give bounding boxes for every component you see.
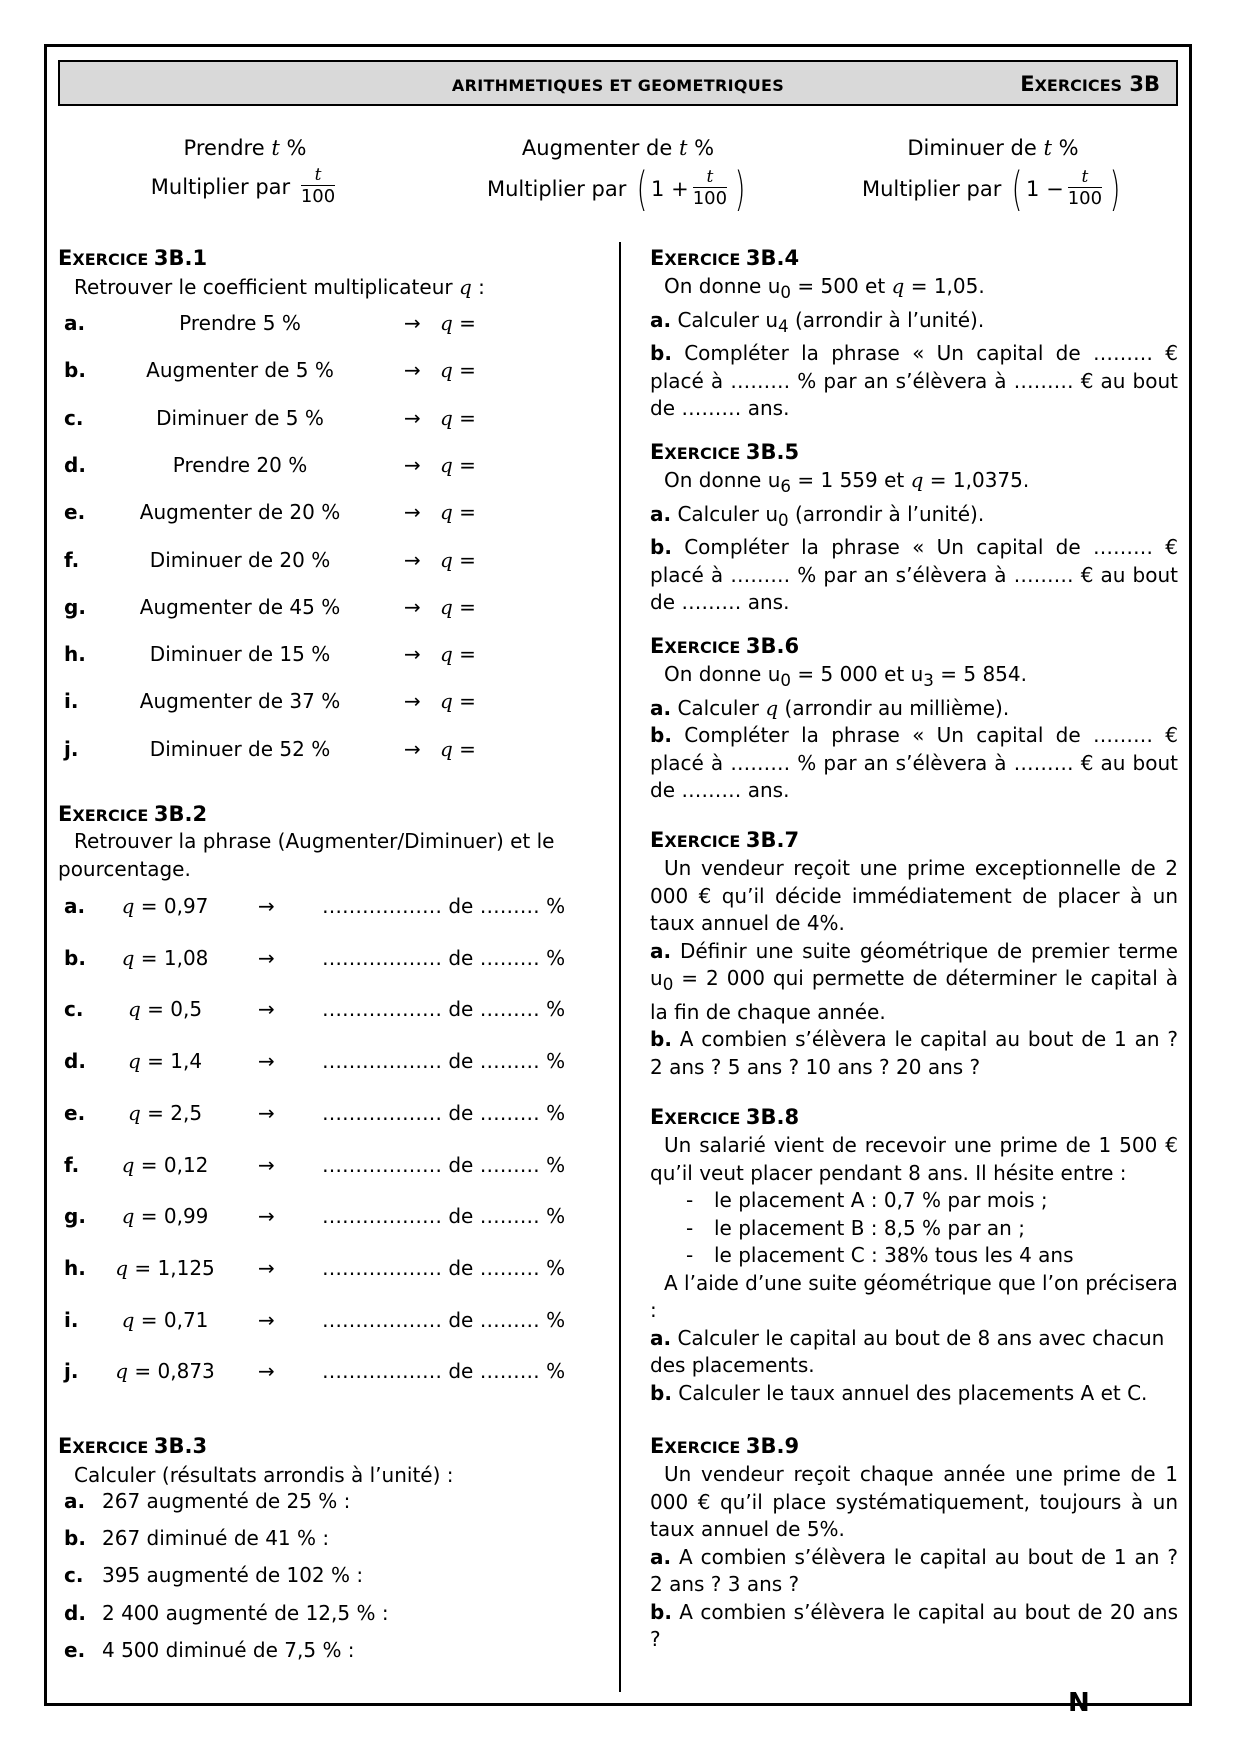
item-letter: c. <box>64 1563 84 1588</box>
item-letter: e. <box>64 1637 86 1662</box>
item-label: Diminuer de 20 % <box>149 547 331 572</box>
ex4-title: EXERCICE 3B.4 <box>650 246 800 270</box>
arrow-icon: → <box>258 997 275 1022</box>
fraction: $\frac{t}{100}$ <box>1067 167 1103 209</box>
item-letter: b. <box>64 945 86 970</box>
ex5-question-b: b. Compléter la phrase « Un capital de ……… € placé à ……… % par an s’élèvera à ……… € au bout de ……… ans. <box>650 535 1178 614</box>
ex2-row <box>0 1153 620 1181</box>
ex1-row <box>0 453 620 481</box>
item-text: 4 500 diminué de 7,5 % : <box>102 1637 355 1662</box>
ex1-row <box>0 548 620 576</box>
ex2-title: EXERCICE 3B.2 <box>58 802 208 826</box>
arrow-icon: → <box>404 311 421 335</box>
arrow-icon: → <box>404 642 421 667</box>
ex2-row <box>0 1101 620 1129</box>
ex1-row <box>0 737 620 765</box>
item-text: 267 augmenté de 25 % : <box>102 1489 351 1513</box>
item-letter: i. <box>64 689 79 714</box>
page-header <box>58 60 1178 106</box>
q-value: q = 0,12 <box>121 1152 209 1177</box>
ex6-question-b: b. Compléter la phrase « Un capital de ……… € placé à ……… % par an s’élèvera à ……… € au bout de ……… ans. <box>650 723 1178 802</box>
ex4-given: On donne $u_0 = 500$ et q = 1,05. <box>664 274 985 302</box>
ex1-row <box>0 406 620 434</box>
ex7-body <box>650 855 1178 1081</box>
ex6-given: On donne $u_0 = 5$ 000 et $u_3 = 5$ 854. <box>664 662 1027 690</box>
ex4-question-a: a. Calculer $u_4$ (arrondir à l’unité). <box>650 307 985 336</box>
item-letter: g. <box>64 1204 86 1229</box>
ex8-option: - le placement B : 8,5 % par an ; <box>650 1215 1178 1243</box>
arrow-icon: → <box>258 894 275 918</box>
ex2-row <box>0 1049 620 1077</box>
q-answer: q = <box>440 547 476 572</box>
item-letter: d. <box>64 452 86 477</box>
ex8-option: - le placement C : 38% tous les 4 ans <box>650 1242 1178 1270</box>
ex6-title: EXERCICE 3B.6 <box>650 634 800 658</box>
arrow-icon: → <box>404 405 421 430</box>
answer-blank: ……………… de ……… % <box>322 1152 566 1177</box>
q-value: q = 2,5 <box>127 1100 203 1125</box>
q-value: q = 0,5 <box>127 997 203 1022</box>
formula-reminder: Augmenter de t % Multiplier par ( 1 + $\frac{t}{100}$ ) <box>486 136 746 216</box>
q-answer: q = <box>440 358 476 383</box>
ex9-question-b: b. A combien s’élèvera le capital au bout de 20 ans ? <box>650 1599 1178 1651</box>
item-label: Augmenter de 45 % <box>139 594 341 619</box>
ex8-options <box>650 1187 1178 1270</box>
ex1-row <box>0 642 620 670</box>
answer-blank: ……………… de ……… % <box>322 1359 566 1384</box>
formula-reminder: Diminuer de t % Multiplier par ( 1 − $\frac{t}{100}$ ) <box>861 136 1121 216</box>
ex4-question-b: b. Compléter la phrase « Un capital de ……… € placé à ……… % par an s’élèvera à ……… € au bout de ……… ans. <box>650 341 1178 420</box>
item-letter: c. <box>64 997 84 1022</box>
arrow-icon: → <box>404 594 421 619</box>
ex9-question-a: a. A combien s’élèvera le capital au bout de 1 an ? 2 ans ? 3 ans ? <box>650 1544 1178 1596</box>
ex7-intro: Un vendeur reçoit une prime exceptionnelle de 2 000 € qu’il décide immédiatement de placer à un taux annuel de 4%. <box>650 856 1178 935</box>
ex6-question-a: a. Calculer q (arrondir au millième). <box>650 695 1010 720</box>
item-letter: h. <box>64 642 86 667</box>
answer-blank: ……………… de ……… % <box>322 1100 566 1125</box>
ex8-question-b: b. Calculer le taux annuel des placements A et C. <box>650 1380 1148 1405</box>
ex2-row <box>0 946 620 974</box>
ex8-body <box>650 1132 1178 1407</box>
arrow-icon: → <box>404 358 421 383</box>
ex1-row <box>0 595 620 623</box>
arrow-icon: → <box>404 689 421 714</box>
ex3-row <box>0 1601 600 1629</box>
item-letter: j. <box>64 736 79 761</box>
ex1-row <box>0 311 620 339</box>
ex3-row <box>0 1526 600 1554</box>
q-value: q = 0,97 <box>121 894 209 918</box>
item-label: Diminuer de 52 % <box>149 736 331 761</box>
ex5-given: On donne $u_6 = 1$ 559 et q = 1,0375. <box>664 468 1030 496</box>
ex5-body <box>650 467 1178 617</box>
ex8-title: EXERCICE 3B.8 <box>650 1105 800 1129</box>
ex1-intro: Retrouver le coefficient multiplicateur q : <box>74 275 485 299</box>
answer-blank: ……………… de ……… % <box>322 945 566 970</box>
item-label: Diminuer de 5 % <box>156 405 324 430</box>
ex6-body <box>650 661 1178 805</box>
ex7-title: EXERCICE 3B.7 <box>650 828 800 852</box>
arrow-icon: → <box>258 1152 275 1177</box>
q-answer: q = <box>440 642 476 667</box>
ex1-row <box>0 500 620 528</box>
item-letter: d. <box>64 1600 86 1625</box>
answer-blank: ……………… de ……… % <box>322 1204 566 1229</box>
item-letter: h. <box>64 1255 86 1280</box>
item-label: Prendre 20 % <box>172 452 308 477</box>
ex8-question-a: a. Calculer le capital au bout de 8 ans avec chacun des placements. <box>650 1325 1165 1377</box>
q-value: q = 1,125 <box>115 1255 215 1280</box>
item-label: Augmenter de 20 % <box>139 500 341 525</box>
answer-blank: ……………… de ……… % <box>322 997 566 1022</box>
ex5-question-a: a. Calculer $u_0$ (arrondir à l’unité). <box>650 501 985 530</box>
item-letter: d. <box>64 1049 86 1074</box>
ex1-row <box>0 689 620 717</box>
item-text: 267 diminué de 41 % : <box>102 1526 330 1551</box>
q-answer: q = <box>440 594 476 619</box>
ex7-question-b: b. A combien s’élèvera le capital au bout de 1 an ? 2 ans ? 5 ans ? 10 ans ? 20 ans ? <box>650 1027 1178 1079</box>
arrow-icon: → <box>258 1307 275 1332</box>
ex8-intro: Un salarié vient de recevoir une prime de 1 500 € qu’il veut placer pendant 8 ans. Il hésite entre : <box>650 1133 1178 1185</box>
item-letter: e. <box>64 1100 86 1125</box>
item-label: Augmenter de 37 % <box>139 689 341 714</box>
ex9-title: EXERCICE 3B.9 <box>650 1434 800 1458</box>
item-letter: a. <box>64 1489 86 1513</box>
q-value: q = 1,4 <box>127 1049 203 1074</box>
q-value: q = 0,873 <box>115 1359 215 1384</box>
ex1-title: EXERCICE 3B.1 <box>58 246 208 270</box>
ex2-row <box>0 1256 620 1284</box>
ex8-mid: A l’aide d’une suite géométrique que l’on précisera : <box>650 1270 1178 1322</box>
q-answer: q = <box>440 500 476 525</box>
header-subtitle: ARITHMETIQUES ET GEOMETRIQUES <box>451 76 785 95</box>
q-value: q = 0,71 <box>121 1307 209 1332</box>
corner-mark: N <box>1068 1688 1090 1718</box>
item-letter: g. <box>64 594 86 619</box>
ex2-row <box>0 1308 620 1336</box>
arrow-icon: → <box>404 736 421 761</box>
ex9-body <box>650 1461 1178 1654</box>
item-letter: c. <box>64 405 84 430</box>
item-letter: a. <box>64 894 86 918</box>
ex7-question-a: a. Définir une suite géométrique de premier terme $u_0 = 2$ 000 qui permette de déterminer le capital à la fin de chaque année. <box>650 938 1178 1024</box>
q-value: q = 0,99 <box>121 1204 209 1229</box>
q-answer: q = <box>440 689 476 714</box>
item-letter: i. <box>64 1307 79 1332</box>
ex2-row <box>0 1359 620 1387</box>
arrow-icon: → <box>258 1359 275 1384</box>
q-answer: q = <box>440 452 476 477</box>
ex9-intro: Un vendeur reçoit chaque année une prime de 1 000 € qu’il place systématiquement, toujours à un taux annuel de 5%. <box>650 1462 1178 1541</box>
arrow-icon: → <box>258 1255 275 1280</box>
arrow-icon: → <box>404 500 421 525</box>
q-value: q = 1,08 <box>121 945 209 970</box>
formula-reminder: Prendre t % Multiplier par $\frac{t}{100}$ <box>150 136 336 207</box>
ex3-title: EXERCICE 3B.3 <box>58 1434 208 1458</box>
q-answer: q = <box>440 736 476 761</box>
arrow-icon: → <box>258 1049 275 1074</box>
item-letter: b. <box>64 1526 86 1551</box>
answer-blank: ……………… de ……… % <box>322 1049 566 1074</box>
item-label: Prendre 5 % <box>179 311 301 335</box>
ex2-intro: Retrouver la phrase (Augmenter/Diminuer) et le pourcentage. <box>58 829 555 881</box>
item-text: 2 400 augmenté de 12,5 % : <box>102 1600 389 1625</box>
ex3-row <box>0 1489 600 1517</box>
ex2-row <box>0 997 620 1025</box>
item-text: 395 augmenté de 102 % : <box>102 1563 364 1588</box>
ex5-title: EXERCICE 3B.5 <box>650 440 800 464</box>
item-letter: e. <box>64 500 86 525</box>
q-answer: q = <box>440 311 476 335</box>
item-letter: j. <box>64 1359 79 1384</box>
ex2-row <box>0 894 620 922</box>
ex1-row <box>0 358 620 386</box>
arrow-icon: → <box>258 1100 275 1125</box>
arrow-icon: → <box>258 1204 275 1229</box>
arrow-icon: → <box>258 945 275 970</box>
q-answer: q = <box>440 405 476 430</box>
arrow-icon: → <box>404 452 421 477</box>
answer-blank: ……………… de ……… % <box>322 894 566 918</box>
ex8-option: - le placement A : 0,7 % par mois ; <box>650 1187 1178 1215</box>
item-label: Augmenter de 5 % <box>146 358 334 383</box>
answer-blank: ……………… de ……… % <box>322 1307 566 1332</box>
ex3-intro: Calculer (résultats arrondis à l’unité) : <box>74 1463 454 1487</box>
item-letter: a. <box>64 311 86 335</box>
answer-blank: ……………… de ……… % <box>322 1255 566 1280</box>
item-letter: b. <box>64 358 86 383</box>
ex3-row <box>0 1563 600 1591</box>
fraction: $\frac{t}{100}$ <box>300 165 336 207</box>
arrow-icon: → <box>404 547 421 572</box>
item-letter: f. <box>64 1152 80 1177</box>
item-letter: f. <box>64 547 80 572</box>
header-exercises-label: EXERCICES 3B <box>1020 72 1160 96</box>
item-label: Diminuer de 15 % <box>149 642 331 667</box>
ex2-row <box>0 1204 620 1232</box>
fraction: $\frac{t}{100}$ <box>692 167 728 209</box>
ex3-row <box>0 1638 600 1666</box>
ex4-body <box>650 273 1178 423</box>
